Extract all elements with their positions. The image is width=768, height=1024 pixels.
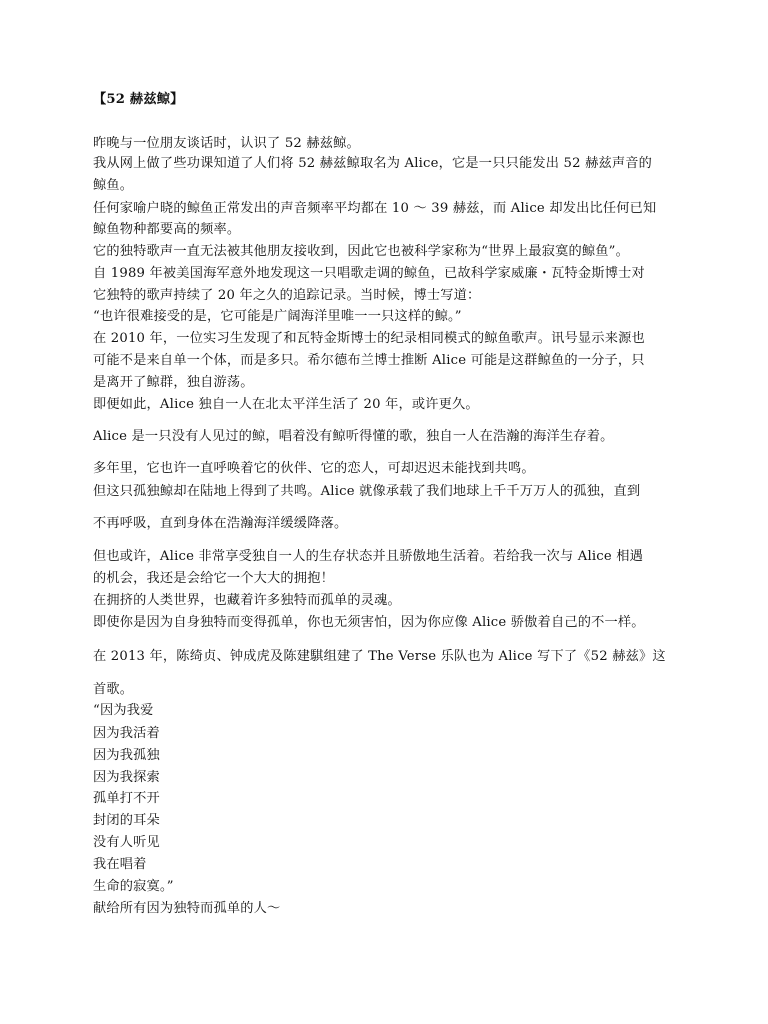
text-line: 鲸鱼物种都要高的频率。 bbox=[93, 222, 241, 237]
text-line: 鲸鱼。 bbox=[93, 178, 134, 193]
text-line: 但这只孤独鲸却在陆地上得到了共鸣。Alice 就像承载了我们地球上千千万万人的孤独，直到 bbox=[93, 484, 641, 499]
text-line: 我从网上做了些功课知道了人们将 52 赫兹鲸取名为 Alice，它是一只只能发出 52 赫兹声音的 bbox=[93, 156, 653, 171]
document-title: 【52 赫兹鲸】 bbox=[93, 92, 184, 107]
lyric-line: 因为我孤独 bbox=[93, 748, 160, 763]
text-line: 即便如此，Alice 独自一人在北太平洋生活了 20 年，或许更久。 bbox=[93, 397, 479, 412]
text-line: 它独特的歌声持续了 20 年之久的追踪记录。当时候，博士写道： bbox=[93, 288, 481, 303]
lyric-line: “因为我爱 bbox=[93, 703, 154, 718]
text-line: “也许很难接受的是，它可能是广阔海洋里唯一一只这样的鲸。” bbox=[93, 309, 462, 324]
lyric-line: 孤单打不开 bbox=[93, 791, 160, 806]
text-line: 在拥挤的人类世界，也藏着许多独特而孤单的灵魂。 bbox=[93, 593, 401, 608]
text-line: 但也或许，Alice 非常享受独自一人的生存状态并且骄傲地生活着。若给我一次与 Alice 相遇 bbox=[93, 549, 644, 564]
lyric-line: 生命的寂寞。” bbox=[93, 879, 174, 894]
text-line: 不再呼吸，直到身体在浩瀚海洋缓缓降落。 bbox=[93, 516, 348, 531]
lyric-line: 因为我探索 bbox=[93, 770, 160, 785]
text-line: 首歌。 bbox=[93, 682, 134, 697]
text-line: 是离开了鲸群，独自游荡。 bbox=[93, 375, 254, 390]
text-line: 自 1989 年被美国海军意外地发现这一只唱歌走调的鲸鱼，已故科学家威廉・瓦特金斯博士对 bbox=[93, 266, 645, 281]
text-line: 昨晚与一位朋友谈话时，认识了 52 赫兹鲸。 bbox=[93, 136, 360, 151]
text-line: 多年里，它也许一直呼唤着它的伙伴、它的恋人，可却迟迟未能找到共鸣。 bbox=[93, 461, 535, 476]
text-line: 的机会，我还是会给它一个大大的拥抱！ bbox=[93, 571, 334, 586]
lyric-line: 没有人听见 bbox=[93, 835, 160, 850]
lyric-line: 因为我活着 bbox=[93, 726, 160, 741]
text-line: 即使你是因为自身独特而变得孤单，你也无须害怕，因为你应像 Alice 骄傲着自己的不一样。 bbox=[93, 615, 645, 630]
lyric-line: 封闭的耳朵 bbox=[93, 813, 160, 828]
text-line: 可能不是来自单一个体，而是多只。希尔德布兰博士推断 Alice 可能是这群鲸鱼的一分子，只 bbox=[93, 353, 645, 368]
text-line: 任何家喻户晓的鲸鱼正常发出的声音频率平均都在 10 ～ 39 赫兹，而 Alice 却发出比任何已知 bbox=[93, 201, 657, 216]
text-line: 它的独特歌声一直无法被其他朋友接收到，因此它也被科学家称为“世界上最寂寞的鲸鱼”。 bbox=[93, 244, 629, 259]
lyric-line: 我在唱着 bbox=[93, 857, 147, 872]
text-line: 在 2013 年，陈绮贞、钟成虎及陈建騏组建了 The Verse 乐队也为 Alice 写下了《52 赫兹》这 bbox=[93, 649, 666, 664]
text-line: Alice 是一只没有人见过的鲸，唱着没有鲸听得懂的歌，独自一人在浩瀚的海洋生存着。 bbox=[93, 429, 614, 444]
text-line: 献给所有因为独特而孤单的人～ bbox=[93, 901, 281, 916]
text-line: 在 2010 年，一位实习生发现了和瓦特金斯博士的纪录相同模式的鲸鱼歌声。讯号显示来源也 bbox=[93, 331, 645, 346]
